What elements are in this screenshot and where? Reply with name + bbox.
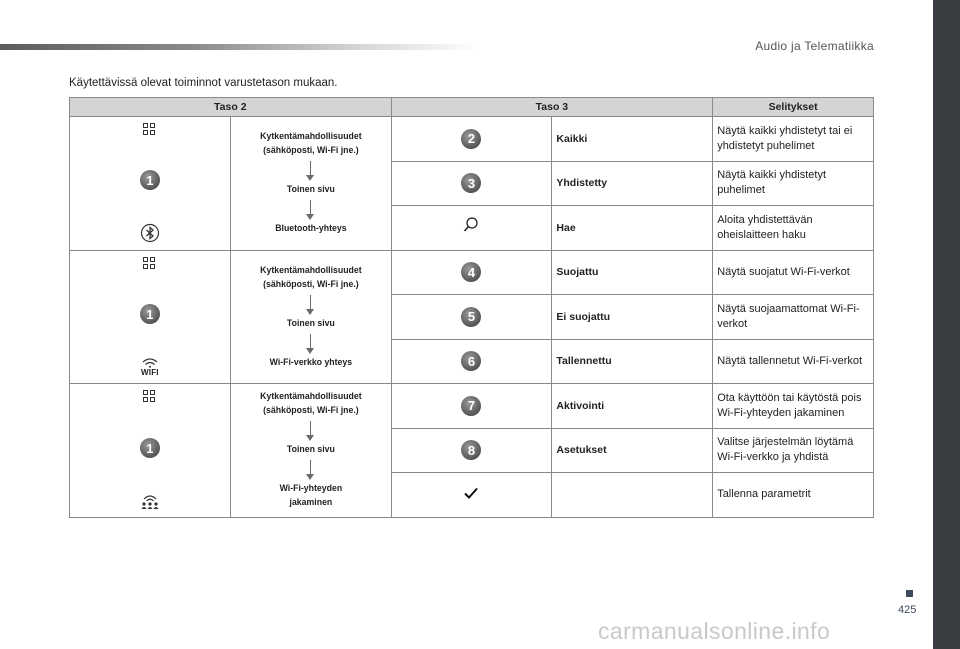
flow-arrow-icon <box>310 200 312 216</box>
connectivity-grid-icon <box>143 123 157 137</box>
option-description: Näytä kaikki yhdistetyt puhelimet <box>713 161 874 206</box>
flow-step-label: jakaminen <box>289 497 333 509</box>
navigation-path-cell <box>230 250 391 384</box>
flow-step-label: Kytkentämahdollisuudet <box>259 264 362 276</box>
option-description: Ota käyttöön tai käytöstä pois Wi-Fi-yhteyden jakaminen <box>713 384 874 429</box>
option-number-cell <box>391 339 552 384</box>
navigation-path-cell <box>230 384 391 518</box>
intro-text: Käytettävissä olevat toiminnot varustetason mukaan. <box>69 77 338 89</box>
bluetooth-icon <box>140 223 160 243</box>
search-icon <box>462 216 480 234</box>
option-number-cell <box>391 295 552 340</box>
option-name: Ei suojattu <box>552 295 713 340</box>
flow-step-label: Toinen sivu <box>286 184 335 196</box>
connectivity-grid-icon <box>143 390 157 404</box>
page-marker <box>906 590 913 597</box>
flow-arrow-icon <box>310 334 312 350</box>
group-icons-cell <box>70 117 231 251</box>
flow-step-label: Toinen sivu <box>286 444 335 456</box>
option-description: Näytä tallennetut Wi-Fi-verkot <box>713 339 874 384</box>
flow-step-sublabel: (sähköposti, Wi-Fi jne.) <box>262 405 359 417</box>
flow-arrow-icon <box>310 161 312 177</box>
step-badge: 1 <box>140 170 160 190</box>
column-header-explanations: Selitykset <box>713 98 874 117</box>
option-name <box>552 473 713 518</box>
side-tab <box>933 0 960 649</box>
option-description: Aloita yhdistettävän oheislaitteen haku <box>713 206 874 251</box>
option-number-cell <box>391 250 552 295</box>
page-number: 425 <box>898 604 917 616</box>
step-badge: 4 <box>461 262 481 282</box>
group-icons-cell <box>70 384 231 518</box>
wifi-sharing-icon <box>140 492 160 510</box>
option-number-cell <box>391 384 552 429</box>
table-row <box>70 384 874 429</box>
navigation-path-cell <box>230 117 391 251</box>
option-name: Tallennettu <box>552 339 713 384</box>
watermark: carmanualsonline.info <box>598 618 831 644</box>
flow-step-sublabel: (sähköposti, Wi-Fi jne.) <box>262 145 359 157</box>
option-description: Näytä suojaamattomat Wi-Fi-verkot <box>713 295 874 340</box>
flow-arrow-icon <box>310 295 312 311</box>
option-name: Suojattu <box>552 250 713 295</box>
functions-table <box>69 97 874 518</box>
flow-step-label: Bluetooth-yhteys <box>274 223 347 235</box>
step-badge: 7 <box>461 396 481 416</box>
column-header-level2: Taso 2 <box>70 98 392 117</box>
option-name: Kaikki <box>552 117 713 162</box>
flow-step-label: Wi-Fi-verkko yhteys <box>269 356 352 368</box>
step-badge: 6 <box>461 351 481 371</box>
column-header-level3: Taso 3 <box>391 98 713 117</box>
table-header-row <box>70 98 874 117</box>
table-row <box>70 117 874 162</box>
option-name: Yhdistetty <box>552 161 713 206</box>
group-icons-cell <box>70 250 231 384</box>
option-name: Asetukset <box>552 428 713 473</box>
header-gradient-bar <box>0 44 480 50</box>
flow-arrow-icon <box>310 460 312 476</box>
option-number-cell <box>391 117 552 162</box>
connectivity-grid-icon <box>143 257 157 271</box>
option-description: Näytä suojatut Wi-Fi-verkot <box>713 250 874 295</box>
wifi-icon-label: WIFI <box>141 367 159 377</box>
option-number-cell <box>391 206 552 251</box>
step-badge: 3 <box>461 173 481 193</box>
step-badge: 1 <box>140 304 160 324</box>
table-row <box>70 250 874 295</box>
option-description: Valitse järjestelmän löytämä Wi-Fi-verkko ja yhdistä <box>713 428 874 473</box>
option-number-cell <box>391 161 552 206</box>
step-badge: 2 <box>461 129 481 149</box>
option-number-cell <box>391 428 552 473</box>
option-number-cell <box>391 473 552 518</box>
flow-step-label: Wi-Fi-yhteyden <box>279 483 342 495</box>
checkmark-icon <box>464 487 478 499</box>
flow-step-sublabel: (sähköposti, Wi-Fi jne.) <box>262 278 359 290</box>
option-description: Tallenna parametrit <box>713 473 874 518</box>
section-title: Audio ja Telematiikka <box>755 39 874 53</box>
option-name: Aktivointi <box>552 384 713 429</box>
option-description: Näytä kaikki yhdistetyt tai ei yhdistetyt puhelimet <box>713 117 874 162</box>
flow-step-label: Kytkentämahdollisuudet <box>259 391 362 403</box>
wifi-icon <box>141 358 159 377</box>
flow-step-label: Toinen sivu <box>286 317 335 329</box>
step-badge: 8 <box>461 440 481 460</box>
step-badge: 5 <box>461 307 481 327</box>
flow-arrow-icon <box>310 421 312 437</box>
flow-step-label: Kytkentämahdollisuudet <box>259 131 362 143</box>
option-name: Hae <box>552 206 713 251</box>
step-badge: 1 <box>140 438 160 458</box>
